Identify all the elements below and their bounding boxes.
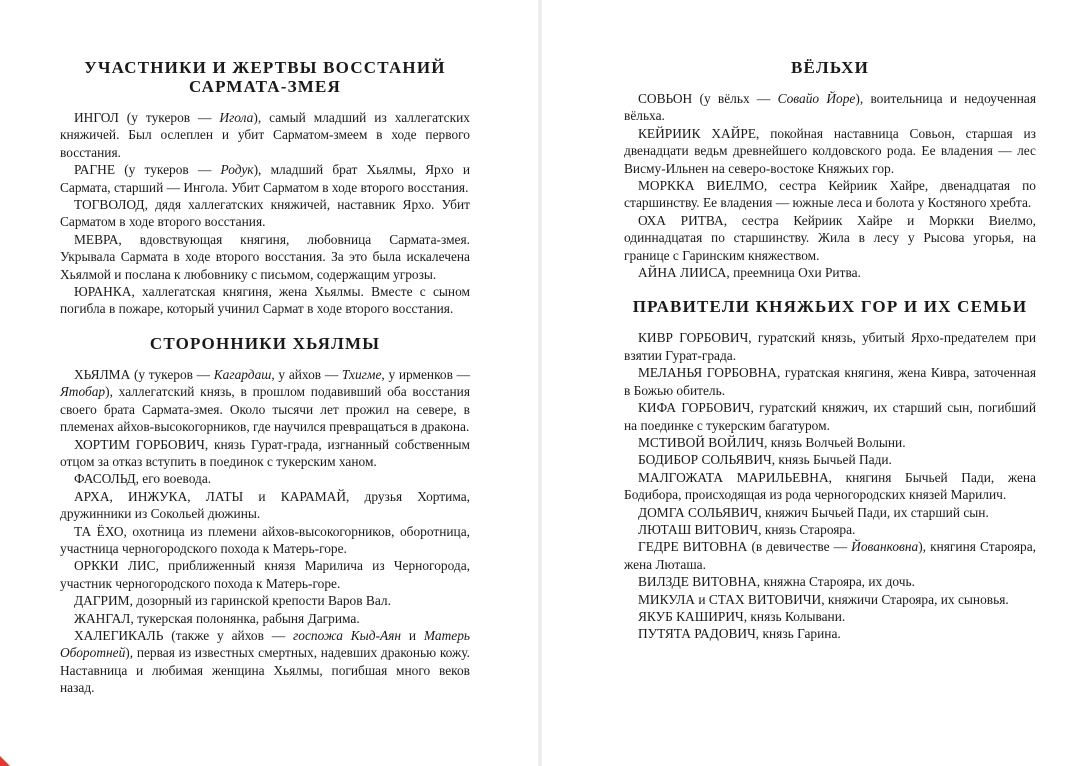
entry-text: , княгиня Бычьей Пади, жена Бодибора, происходящая из рода черногородских князей Марилич. <box>624 469 1036 503</box>
entry-name: ХОРТИМ ГОРБОВИЧ <box>74 436 205 452</box>
entry-name: МОРККА ВИЕЛМО <box>638 178 764 194</box>
entry-name: КЕЙРИИК ХАЙРЕ <box>638 125 756 141</box>
glossary-entry <box>624 399 1036 434</box>
entry-name: АЙНА ЛИИСА <box>638 265 727 281</box>
entry-name: ЛЮТАШ ВИТОВИЧ <box>638 521 759 537</box>
glossary-entry <box>624 90 1036 125</box>
entry-name: МЕЛАНЬЯ ГОРБОВНА <box>638 365 777 381</box>
glossary-entry <box>60 557 470 592</box>
entry-text: , княжичи Старояра, их сыновья. <box>821 591 1009 607</box>
glossary-entry <box>624 364 1036 399</box>
entry-name: ФАСОЛЬД <box>74 471 136 487</box>
entry-alias: Кагардаш <box>213 366 272 382</box>
entry-alias: госпожа Кыд-Аян <box>293 627 402 643</box>
entry-text: , дозорный из гаринской крепости Варов Вал. <box>129 593 391 609</box>
entry-alias: Родук <box>220 162 254 178</box>
entry-text: (у вёльх — <box>692 91 778 106</box>
entry-name: КАРАМАЙ <box>280 488 346 504</box>
glossary-entry <box>624 608 1036 625</box>
entry-text: , дядя халлегатских княжичей, наставник Ярхо. Убит Сарматом в ходе второго восстания. <box>60 197 470 230</box>
entry-text: , князь Колывани. <box>743 608 846 624</box>
entry-text: ), княгиня Старояра, жена Люташа. <box>624 539 1037 572</box>
corner-mark-icon <box>0 756 10 766</box>
entry-text: , вдовствующая княгиня, любовница Сармата-змея. Укрывала Сармата в ходе второго восстания. За это была искалечена Хьялмой и послана к любовнику с письмом, содержащим угрозы. <box>60 231 470 282</box>
entry-text: , княжна Старояра, их дочь. <box>756 574 915 590</box>
entry-name: МАЛГОЖАТА МАРИЛЬЕВНА <box>638 469 829 485</box>
entry-name: КИВР ГОРБОВИЧ <box>638 330 749 346</box>
entry-name: ХЬЯЛМА <box>74 366 131 382</box>
entry-text: (у тукеров — <box>118 110 220 125</box>
entry-alias: Игола <box>219 110 254 125</box>
entry-text: (у тукеров — <box>115 162 221 178</box>
glossary-entry <box>60 470 470 487</box>
entry-text: и <box>694 591 709 607</box>
entry-name: СОВЬОН <box>638 91 693 106</box>
entry-text: , друзья Хортима, дружинники из Сокольей дюжины. <box>60 488 470 522</box>
entry-name: ГЕДРЕ ВИТОВНА <box>638 539 748 555</box>
glossary-entry <box>624 625 1036 642</box>
entry-name: ДАГРИМ <box>74 593 130 609</box>
entry-name: ОХА РИТВА <box>638 212 724 228</box>
glossary-entry <box>624 451 1036 468</box>
glossary-entry <box>60 161 470 196</box>
glossary-entry <box>60 488 470 523</box>
entry-alias: Совайо Йоре <box>777 91 856 106</box>
entry-text: (в девичестве — <box>747 539 852 555</box>
entry-name: БОДИБОР СОЛЬЯВИЧ <box>638 452 772 468</box>
entry-name: ОРККИ ЛИС <box>74 558 156 574</box>
glossary-entry <box>624 125 1036 177</box>
entry-name: МИКУЛА <box>638 591 695 607</box>
entry-text: , князь Волчьей Волыни. <box>764 434 906 450</box>
left-column <box>60 58 470 697</box>
entry-text: , его воевода. <box>135 471 212 487</box>
entry-text: (у тукеров — <box>130 366 214 382</box>
entry-name: КИФА ГОРБОВИЧ <box>638 400 751 416</box>
entry-text: ), младший брат Хьялмы, Ярхо и Сармата, старший — Ингола. Убит Сарматом в ходе второго восстания. <box>60 162 470 195</box>
entry-text: ), первая из известных смертных, надевших драконью кожу. Наставница и любимая женщина Хьялмы, погибшая много веков назад. <box>60 645 470 696</box>
entry-name: ЮРАНКА <box>74 284 132 300</box>
glossary-entry <box>60 610 470 627</box>
entry-alias: Матерь Оборотней <box>60 627 470 661</box>
right-column <box>624 58 1036 643</box>
section-title: ПРАВИТЕЛИ КНЯЖЬИХ ГОР И ИХ СЕМЬИ <box>632 297 1028 317</box>
entry-text: , охотница из племени айхов-высокогорников, оборотница, участница черногородского похода к Матерь-горе. <box>60 523 471 556</box>
glossary-entry <box>624 469 1036 504</box>
entry-text: , приближенный князя Марилича из Черногорода, участник черногородского похода к Матерь-горе. <box>60 558 471 591</box>
entry-name: АРХА, ИНЖУКА, ЛАТЫ <box>74 488 244 504</box>
entry-name: МЕВРА <box>74 231 119 247</box>
glossary-entry <box>60 436 470 471</box>
entry-text: , сестра Кейриик Хайре, двенадцатая по старшинству. Ее владения — южные леса и болота у Костяного хребта. <box>624 178 1036 211</box>
entry-text: , покойная наставница Совьон, старшая из двенадцати ведьм древнейшего колдовского рода. Ее владения — лес Висму-Ильнен на северо-востоке Княжьих гор. <box>624 125 1036 176</box>
entry-text: , гуратский княжич, их старший сын, погибший на поединке с тукерским багатуром. <box>624 400 1036 433</box>
entry-text: , сестра Кейриик Хайре и Моркки Виелмо, одиннадцатая по старшинству. Жила в лесу у Рысова угорья, на границе с Гаринским княжеством. <box>624 212 1036 263</box>
entry-text: (также у айхов — <box>163 627 294 643</box>
entry-text: , гуратский князь, убитый Ярхо-предателем при взятии Гурат-града. <box>624 330 1036 363</box>
section-title: УЧАСТНИКИ И ЖЕРТВЫ ВОССТАНИЙ САРМАТА-ЗМЕЯ <box>84 58 446 96</box>
entry-text: , княжич Бычьей Пади, их старший сын. <box>758 504 989 520</box>
glossary-entry <box>624 212 1036 264</box>
glossary-entry <box>624 521 1036 538</box>
entry-text: ), воительница и недоученная вёльха. <box>624 91 1036 124</box>
entry-text: , у айхов — <box>271 366 342 382</box>
glossary-entry <box>624 264 1036 281</box>
entry-text: ), самый младший из халлегатских княжичей. Был ослеплен и убит Сарматом-змеем в ходе первого восстания. <box>60 110 470 160</box>
glossary-entry <box>60 196 470 231</box>
right-page <box>540 0 1080 766</box>
entry-text: , преемница Охи Ритва. <box>726 265 861 281</box>
entry-text: , тукерская полонянка, рабыня Дагрима. <box>130 610 360 626</box>
glossary-entry <box>624 177 1036 212</box>
glossary-entry <box>624 504 1036 521</box>
entry-text: , князь Бычьей Пади. <box>771 452 892 468</box>
glossary-entry <box>60 109 470 161</box>
entry-name: РАГНЕ <box>74 162 115 178</box>
entry-name: ИНГОЛ <box>74 110 119 125</box>
entry-name: МСТИВОЙ ВОЙЛИЧ <box>638 434 765 450</box>
glossary-entry <box>624 329 1036 364</box>
glossary-entry <box>624 573 1036 590</box>
entry-text: , халлегатская княгиня, жена Хьялмы. Вместе с сыном погибла в пожаре, который учинил Сармат в ходе второго восстания. <box>60 284 470 317</box>
glossary-entry <box>60 366 470 436</box>
entry-alias: Йованковна <box>851 539 919 555</box>
entry-name: ДОМГА СОЛЬЯВИЧ <box>638 504 759 520</box>
entry-name: ПУТЯТА РАДОВИЧ <box>638 626 756 642</box>
entry-text: , князь Гарина. <box>755 626 841 642</box>
entry-text: , князь Гурат-града, изгнанный собственным отцом за отказ вступить в поединок с тукерским ханом. <box>60 436 470 469</box>
entry-name: ТА ЁХО <box>74 523 124 539</box>
entry-text: , князь Старояра. <box>758 521 856 537</box>
glossary-entry <box>60 231 470 283</box>
glossary-entry <box>60 283 470 318</box>
section-title: СТОРОННИКИ ХЬЯЛМЫ <box>149 333 381 353</box>
entry-name: ТОГВОЛОД <box>74 197 145 213</box>
entry-name: СТАХ ВИТОВИЧИ <box>708 591 822 607</box>
entry-text: , гуратская княгиня, жена Кивра, заточенная в Божью обитель. <box>624 365 1036 398</box>
entry-text: , у ирменков — <box>381 366 471 382</box>
entry-text: и <box>243 488 281 504</box>
entry-alias: Ятобар <box>60 384 106 400</box>
glossary-entry <box>60 627 470 697</box>
entry-text: и <box>401 627 424 643</box>
entry-name: ХАЛЕГИКАЛЬ <box>74 627 164 643</box>
glossary-entry <box>60 592 470 609</box>
entry-text: ), халлегатский князь, в прошлом подавивший оба восстания своего брата Сармата-змея. Около тысячи лет прожил на севере, в племенах айхов-высокогорников, где научился превращаться в дракона. <box>60 384 470 435</box>
entry-name: ЯКУБ КАШИРИЧ <box>638 608 744 624</box>
glossary-entry <box>60 523 470 558</box>
section-title: ВЁЛЬХИ <box>790 58 870 77</box>
entry-name: ЖАНГАЛ <box>74 610 131 626</box>
glossary-entry <box>624 538 1036 573</box>
glossary-entry <box>624 434 1036 451</box>
entry-name: ВИЛЗДЕ ВИТОВНА <box>638 574 757 590</box>
entry-alias: Тхигме <box>341 366 382 382</box>
glossary-entry <box>624 591 1036 608</box>
